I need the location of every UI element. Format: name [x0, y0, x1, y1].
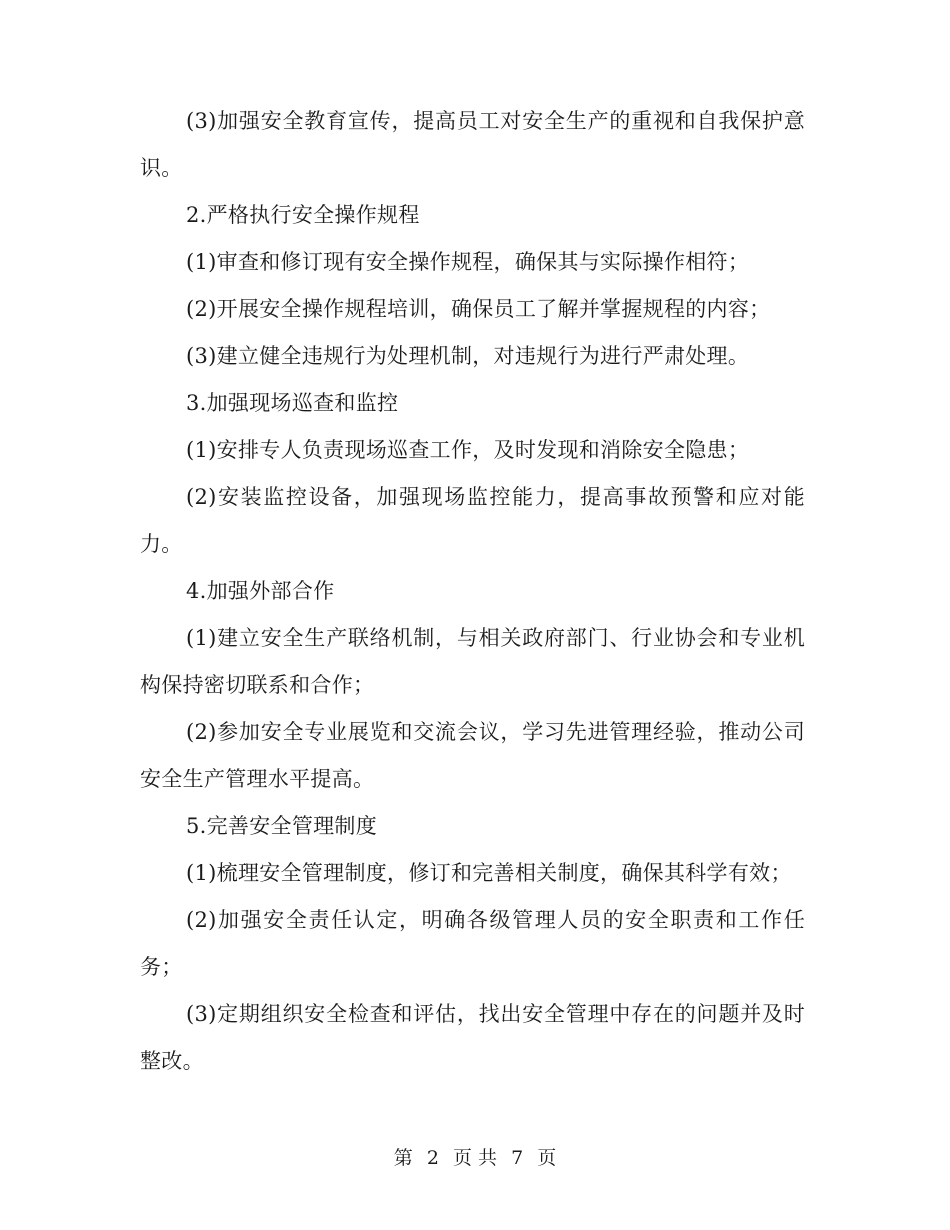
document-body [140, 98, 805, 1085]
paragraph: (3)定期组织安全检查和评估，找出安全管理中存在的问题并及时整改。 [140, 1002, 805, 1073]
page-label-prefix: 第 [393, 1147, 413, 1169]
paragraph: (1)梳理安全管理制度，修订和完善相关制度，确保其科学有效； [186, 861, 792, 885]
section-heading: 3.加强现场巡查和监控 [186, 391, 399, 415]
paragraph: (1)审查和修订现有安全操作规程，确保其与实际操作相符； [186, 250, 750, 274]
paragraph: (2)安装监控设备，加强现场监控能力，提高事故预警和应对能力。 [140, 485, 805, 556]
paragraph: (2)加强安全责任认定，明确各级管理人员的安全职责和工作任务； [140, 908, 805, 979]
page-label-suffix: 页 [537, 1147, 557, 1169]
current-page-number: 2 [426, 1147, 439, 1169]
paragraph: (2)开展安全操作规程培训，确保员工了解并掌握规程的内容； [186, 297, 771, 321]
section-heading: 2.严格执行安全操作规程 [186, 203, 420, 227]
paragraph: (2)参加安全专业展览和交流会议，学习先进管理经验，推动公司安全生产管理水平提高。 [140, 720, 805, 791]
paragraph: (1)建立安全生产联络机制，与相关政府部门、行业协会和专业机构保持密切联系和合作； [140, 626, 805, 697]
page-number-footer [0, 1143, 950, 1173]
section-heading: 4.加强外部合作 [186, 579, 335, 603]
page-label-mid: 页 共 [452, 1147, 498, 1169]
paragraph: (3)建立健全违规行为处理机制，对违规行为进行严肃处理。 [186, 344, 750, 368]
total-pages-number: 7 [511, 1147, 524, 1169]
section-heading: 5.完善安全管理制度 [186, 814, 378, 838]
paragraph: (1)安排专人负责现场巡查工作，及时发现和消除安全隐患； [186, 438, 750, 462]
paragraph: (3)加强安全教育宣传，提高员工对安全生产的重视和自我保护意识。 [140, 109, 805, 180]
